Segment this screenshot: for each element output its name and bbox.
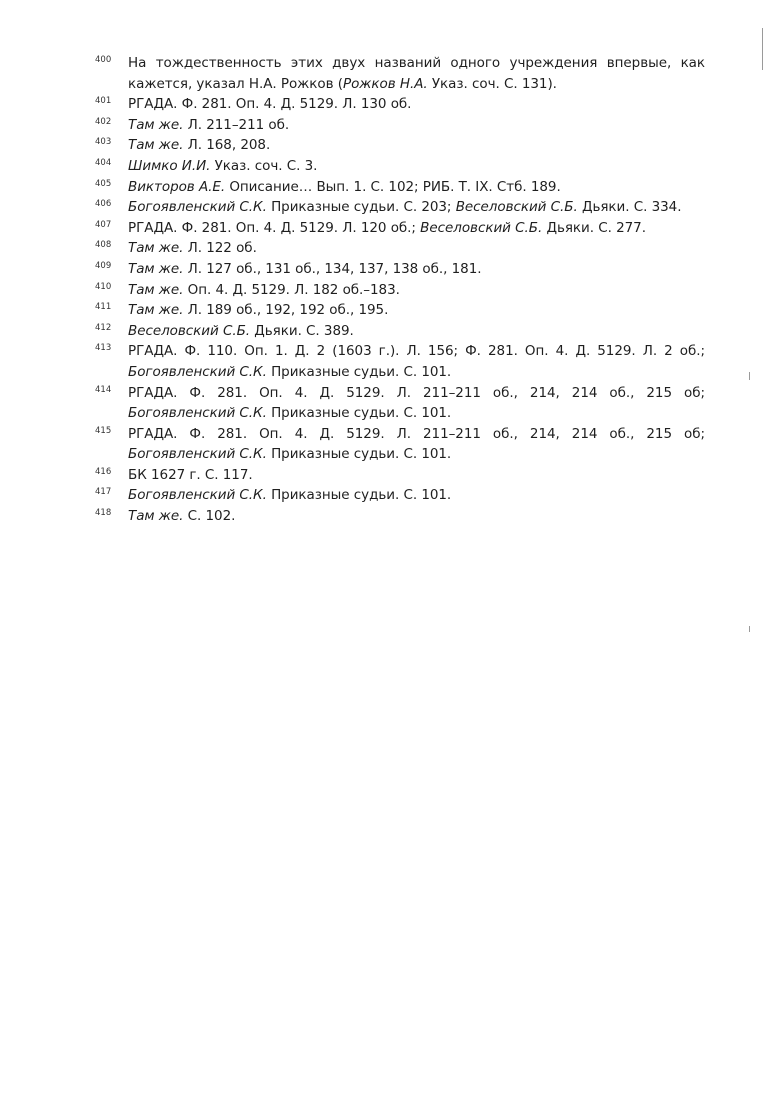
footnote-italic-segment: Богоявленский С.К. — [128, 446, 267, 463]
footnote-text — [128, 341, 705, 382]
footnote-number: 413 — [95, 343, 112, 354]
footnote-italic-segment: Там же. — [128, 281, 184, 298]
scan-edge-mark — [749, 372, 750, 380]
footnote-number: 404 — [95, 157, 112, 168]
footnote — [95, 156, 705, 177]
footnote-italic-segment: Веселовский С.Б. — [420, 219, 543, 236]
footnote — [95, 115, 705, 136]
footnote — [95, 383, 705, 424]
footnote-text — [128, 53, 705, 94]
footnote-text-segment: На тождественность этих двух названий одного учреждения впервые, как кажется, указал Н.А. Рожков ( — [128, 55, 705, 92]
footnote — [95, 259, 705, 280]
footnote-text-segment: Дьяки. С. 334. — [577, 199, 682, 216]
footnote-italic-segment: Там же. — [128, 508, 184, 525]
footnote-number: 403 — [95, 137, 112, 148]
footnote-text — [128, 94, 705, 115]
footnote-text-segment: Приказные судьи. С. 101. — [266, 487, 452, 504]
footnote-text — [128, 177, 705, 198]
footnote-number: 411 — [95, 302, 112, 313]
footnote-text — [128, 321, 705, 342]
footnote-text — [128, 197, 705, 218]
footnote-text-segment: РГАДА. Ф. 281. Оп. 4. Д. 5129. Л. 211–211 об., 214, 214 об., 215 об; — [128, 425, 705, 442]
footnote-number: 414 — [95, 384, 112, 395]
footnote-text-segment: Приказные судьи. С. 101. — [266, 446, 452, 463]
footnote — [95, 506, 705, 527]
footnotes-list — [95, 53, 705, 527]
footnote-number: 417 — [95, 487, 112, 498]
footnote — [95, 485, 705, 506]
footnote-number: 410 — [95, 281, 112, 292]
footnote — [95, 94, 705, 115]
footnote — [95, 197, 705, 218]
footnote-text-segment: Дьяки. С. 389. — [250, 322, 354, 339]
footnote-text-segment: РГАДА. Ф. 281. Оп. 4. Д. 5129. Л. 211–211 об., 214, 214 об., 215 об; — [128, 384, 705, 401]
footnote-text-segment: РГАДА. Ф. 281. Оп. 4. Д. 5129. Л. 120 об.; — [128, 219, 421, 236]
footnote-number: 402 — [95, 116, 112, 127]
footnote-text-segment: Описание… Вып. 1. С. 102; РИБ. Т. IX. Стб. 189. — [225, 178, 561, 195]
footnote-number: 405 — [95, 178, 112, 189]
footnote-italic-segment: Викторов А.Е. — [128, 178, 226, 195]
footnote-text-segment: Оп. 4. Д. 5129. Л. 182 об.–183. — [183, 281, 400, 298]
footnote-text — [128, 383, 705, 424]
footnote-italic-segment: Богоявленский С.К. — [128, 405, 267, 422]
footnote-number: 412 — [95, 322, 112, 333]
footnote-number: 408 — [95, 240, 112, 251]
footnote — [95, 177, 705, 198]
footnote-italic-segment: Шимко И.И. — [128, 157, 211, 174]
footnote-italic-segment: Богоявленский С.К. — [128, 199, 267, 216]
footnote-number: 400 — [95, 55, 112, 65]
footnote-number: 418 — [95, 508, 112, 519]
footnote-text — [128, 280, 705, 301]
footnote-number: 416 — [95, 466, 112, 477]
footnote-text-segment: Л. 127 об., 131 об., 134, 137, 138 об., 181. — [183, 260, 482, 277]
footnote-text — [128, 485, 705, 506]
footnote — [95, 424, 705, 465]
footnote-text-segment: Л. 122 об. — [183, 240, 257, 257]
footnote-italic-segment: Веселовский С.Б. — [128, 322, 251, 339]
scan-edge-mark — [762, 28, 763, 70]
footnote-italic-segment: Там же. — [128, 302, 184, 319]
footnote-text — [128, 506, 705, 527]
footnote-text — [128, 218, 705, 239]
footnote-text-segment: БК 1627 г. С. 117. — [128, 466, 253, 483]
footnote — [95, 53, 705, 94]
footnote-italic-segment: Веселовский С.Б. — [455, 199, 578, 216]
footnote-italic-segment: Богоявленский С.К. — [128, 363, 267, 380]
footnote — [95, 465, 705, 486]
footnote-text-segment: Указ. соч. С. 131). — [427, 75, 557, 92]
footnote-italic-segment: Там же. — [128, 240, 184, 257]
footnote-text-segment: Л. 189 об., 192, 192 об., 195. — [183, 302, 389, 319]
footnote — [95, 280, 705, 301]
footnote-italic-segment: Там же. — [128, 137, 184, 154]
footnote-text — [128, 465, 705, 486]
footnote-text — [128, 259, 705, 280]
footnote-italic-segment: Там же. — [128, 116, 184, 133]
footnote-text-segment: Л. 168, 208. — [183, 137, 271, 154]
footnote — [95, 238, 705, 259]
footnote-text-segment: Приказные судьи. С. 203; — [266, 199, 456, 216]
footnote-text-segment: Указ. соч. С. 3. — [210, 157, 318, 174]
footnote — [95, 321, 705, 342]
footnote-text-segment: Приказные судьи. С. 101. — [266, 405, 452, 422]
footnote-text — [128, 135, 705, 156]
footnote-number: 401 — [95, 96, 112, 107]
footnote-text-segment: С. 102. — [183, 508, 236, 525]
footnote-text-segment: РГАДА. Ф. 281. Оп. 4. Д. 5129. Л. 130 об. — [128, 96, 412, 113]
footnote-number: 415 — [95, 425, 112, 436]
footnote-text — [128, 424, 705, 465]
footnote-number: 407 — [95, 219, 112, 230]
scan-edge-mark — [749, 626, 750, 632]
footnote-text-segment: РГАДА. Ф. 110. Оп. 1. Д. 2 (1603 г.). Л. 156; Ф. 281. Оп. 4. Д. 5129. Л. 2 об.; — [128, 343, 705, 360]
footnote-number: 406 — [95, 199, 112, 210]
footnote — [95, 300, 705, 321]
footnote-text — [128, 300, 705, 321]
footnote-italic-segment: Там же. — [128, 260, 184, 277]
footnote-text — [128, 156, 705, 177]
footnote — [95, 135, 705, 156]
footnote-number: 409 — [95, 260, 112, 271]
footnote-italic-segment: Богоявленский С.К. — [128, 487, 267, 504]
footnote-text-segment: Л. 211–211 об. — [183, 116, 290, 133]
footnote-text-segment: Дьяки. С. 277. — [542, 219, 646, 236]
footnote — [95, 218, 705, 239]
footnote-italic-segment: Рожков Н.А. — [342, 75, 428, 92]
footnote-text — [128, 115, 705, 136]
footnote-text — [128, 238, 705, 259]
footnote-text-segment: Приказные судьи. С. 101. — [266, 363, 452, 380]
footnote — [95, 341, 705, 382]
